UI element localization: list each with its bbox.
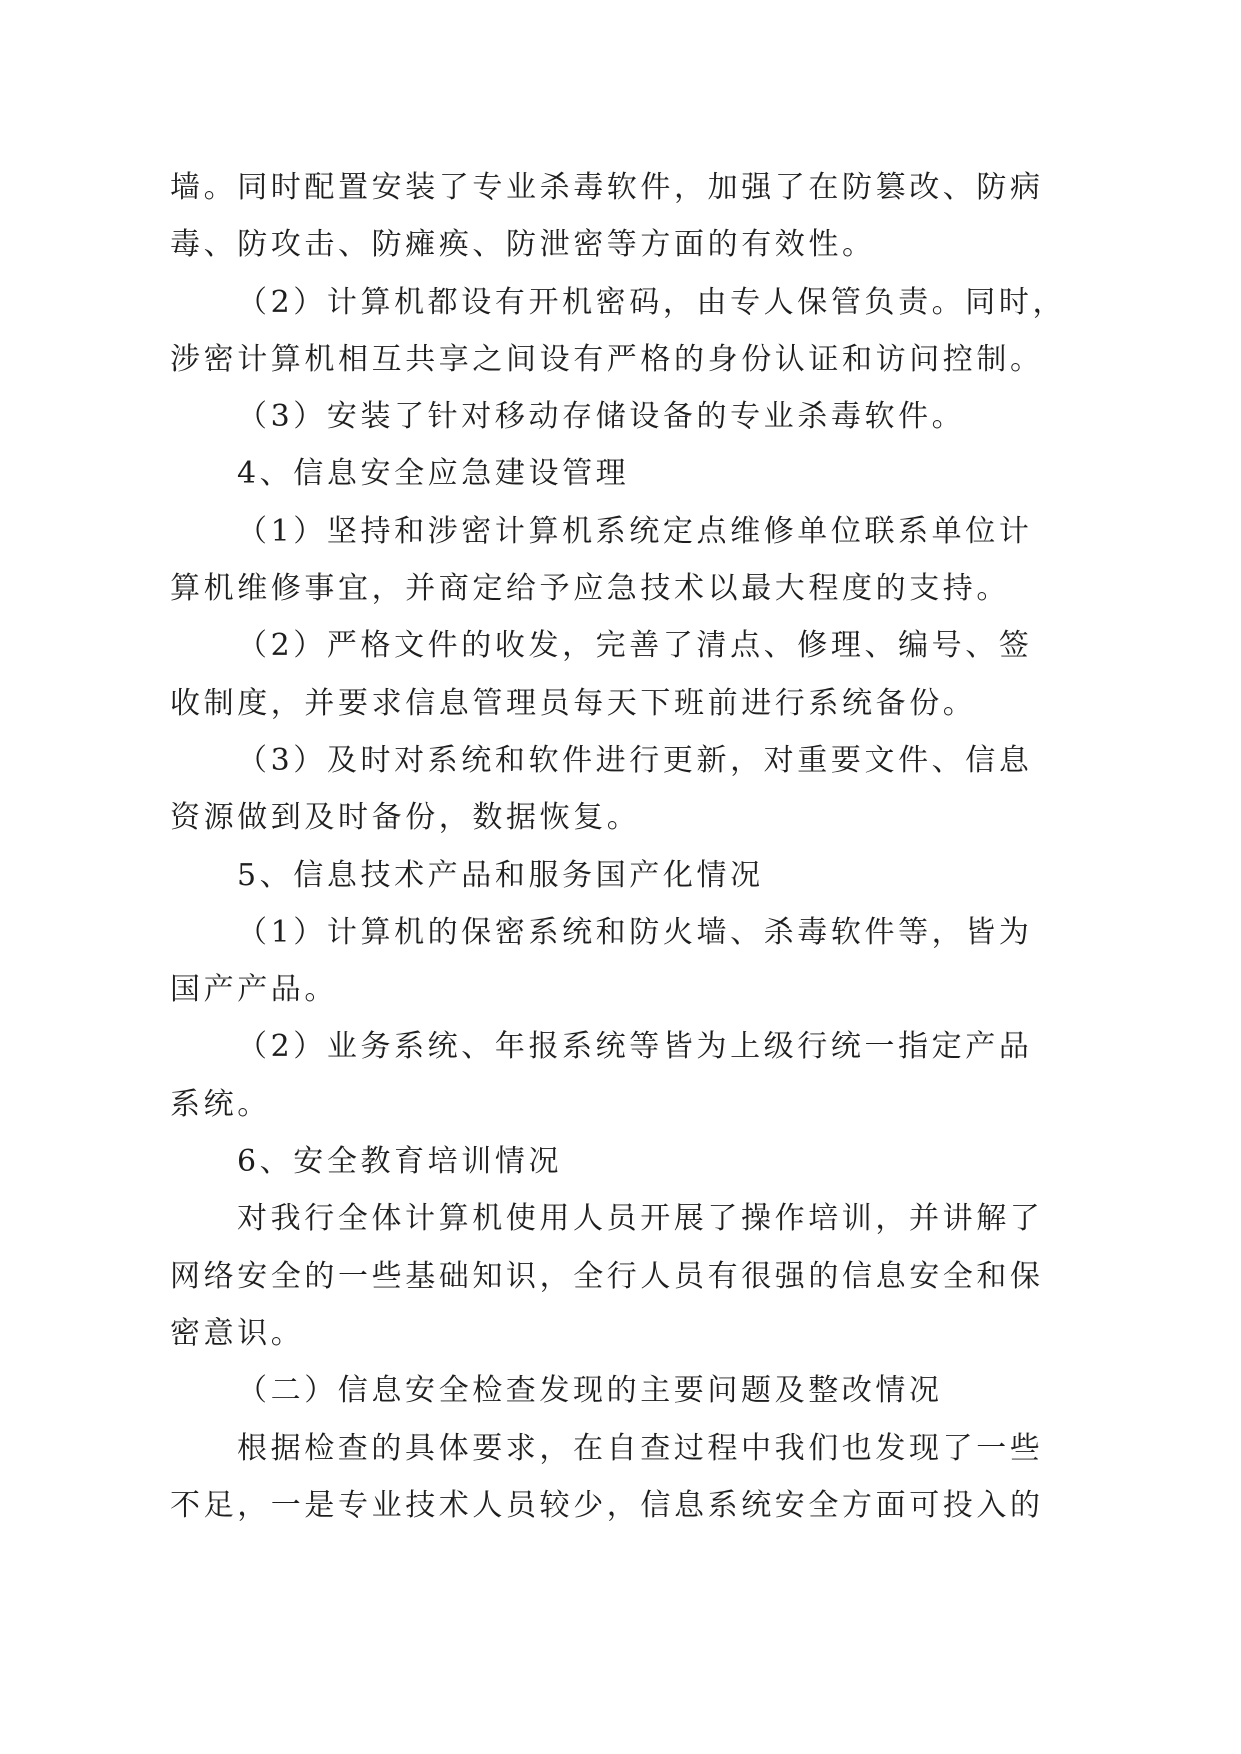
- text-line: 涉密计算机相互共享之间设有严格的身份认证和访问控制。: [170, 341, 1044, 377]
- section-heading: 4、信息安全应急建设管理: [237, 456, 630, 492]
- text-line: 墙。同时配置安装了专业杀毒软件，加强了在防篡改、防病: [170, 170, 1044, 205]
- paragraph-antivirus-continuation: [170, 159, 1070, 274]
- text-line: 密意识。: [170, 1315, 305, 1351]
- document-body: [170, 159, 1070, 1534]
- text-line: （3）安装了针对移动存储设备的专业杀毒软件。: [237, 399, 966, 435]
- text-line: （3）及时对系统和软件进行更新，对重要文件、信息: [237, 742, 1033, 778]
- text-line: 算机维修事宜，并商定给予应急技术以最大程度的支持。: [170, 571, 1010, 607]
- text-line: 收制度，并要求信息管理员每天下班前进行系统备份。: [170, 685, 977, 721]
- section-heading: 6、安全教育培训情况: [237, 1144, 563, 1180]
- paragraph-item-2-password: [170, 274, 1070, 389]
- paragraph-item-1-maintenance: [170, 503, 1070, 618]
- text-line: 系统。: [170, 1086, 271, 1122]
- section-heading-4: [170, 445, 1070, 502]
- section-heading: 5、信息技术产品和服务国产化情况: [237, 857, 764, 893]
- text-line: （2）计算机都设有开机密码，由专人保管负责。同时，: [237, 284, 1067, 320]
- text-line: （1）坚持和涉密计算机系统定点维修单位联系单位计: [237, 513, 1033, 549]
- text-line: （2）业务系统、年报系统等皆为上级行统一指定产品: [237, 1029, 1033, 1065]
- section-heading-5: [170, 847, 1070, 904]
- text-line: 根据检查的具体要求，在自查过程中我们也发现了一些: [237, 1430, 1044, 1466]
- section-heading: （二）信息安全检查发现的主要问题及整改情况: [237, 1373, 943, 1409]
- paragraph-item-3-updates: [170, 732, 1070, 847]
- paragraph-training: [170, 1190, 1070, 1362]
- paragraph-item-2-documents: [170, 617, 1070, 732]
- section-heading-problems: [170, 1362, 1070, 1419]
- paragraph-item-2-business-systems: [170, 1018, 1070, 1133]
- paragraph-findings: [170, 1420, 1070, 1535]
- paragraph-item-3-mobile-storage: [170, 388, 1070, 445]
- text-line: 资源做到及时备份，数据恢复。: [170, 800, 641, 836]
- text-line: 网络安全的一些基础知识，全行人员有很强的信息安全和保: [170, 1258, 1044, 1294]
- text-line: （1）计算机的保密系统和防火墙、杀毒软件等，皆为: [237, 914, 1033, 950]
- paragraph-item-1-domestic-products: [170, 904, 1070, 1019]
- text-line: 不足，一是专业技术人员较少，信息系统安全方面可投入的: [170, 1487, 1044, 1523]
- section-heading-6: [170, 1133, 1070, 1190]
- text-line: 国产产品。: [170, 972, 338, 1008]
- text-line: （2）严格文件的收发，完善了清点、修理、编号、签: [237, 628, 1033, 664]
- text-line: 对我行全体计算机使用人员开展了操作培训，并讲解了: [237, 1201, 1044, 1237]
- text-line: 毒、防攻击、防瘫痪、防泄密等方面的有效性。: [170, 227, 876, 263]
